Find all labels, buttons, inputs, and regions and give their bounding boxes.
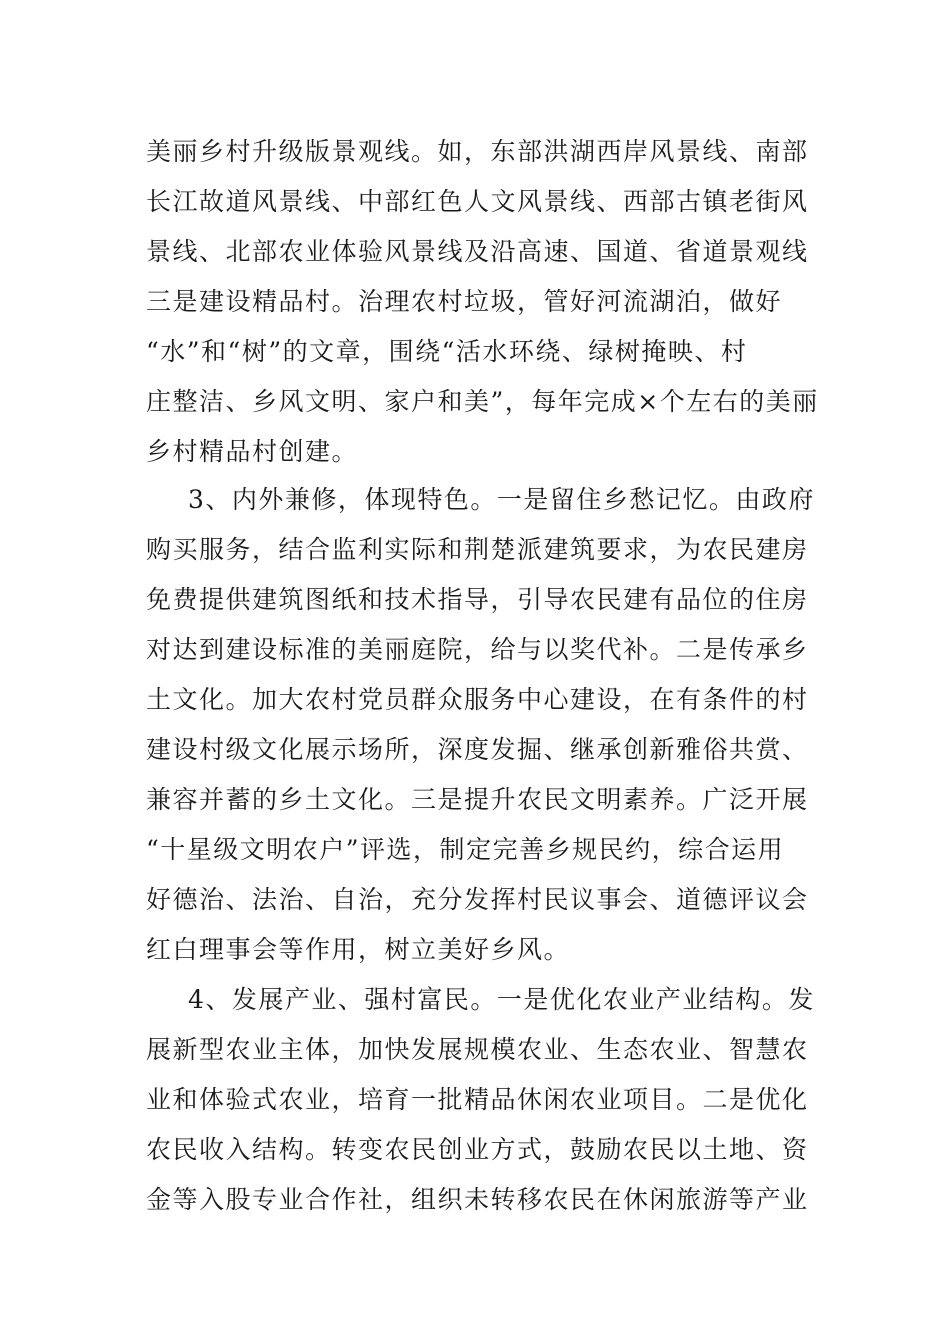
- text-line: 景线、北部农业体验风景线及沿高速、国道、省道景观线: [146, 237, 809, 266]
- text-line: 展新型农业主体，加快发展规模农业、生态农业、智慧农: [146, 1035, 809, 1064]
- text-line: 三是建设精品村。治理农村垃圾，管好河流湖泊，做好: [146, 287, 783, 316]
- text-line: 金等入股专业合作社，组织未转移农民在休闲旅游等产业: [146, 1185, 809, 1214]
- text-line: 庄整洁、乡风文明、家户和美”，每年完成×个左右的美丽: [146, 387, 819, 416]
- text-line: 兼容并蓄的乡土文化。三是提升农民文明素养。广泛开展: [146, 785, 809, 814]
- text-line: 土文化。加大农村党员群众服务中心建设，在有条件的村: [146, 685, 809, 714]
- text-line: 免费提供建筑图纸和技术指导，引导农民建有品位的住房: [146, 585, 809, 614]
- text-line: 业和体验式农业，培育一批精品休闲农业项目。二是优化: [146, 1085, 809, 1114]
- text-line: 对达到建设标准的美丽庭院，给与以奖代补。二是传承乡: [146, 635, 809, 664]
- text-line: 建设村级文化展示场所，深度发掘、继承创新雅俗共赏、: [146, 735, 809, 764]
- text-line: “十星级文明农户”评选，制定完善乡规民约，综合运用: [146, 835, 785, 864]
- text-line: 农民收入结构。转变农民创业方式，鼓励农民以土地、资: [146, 1135, 809, 1164]
- text-line: 乡村精品村创建。: [146, 437, 359, 466]
- paragraph-4-first-line: 4、发展产业、强村富民。一是优化农业产业结构。发: [188, 985, 815, 1014]
- text-line: 购买服务，结合监利实际和荆楚派建筑要求，为农民建房: [146, 535, 809, 564]
- text-line: 长江故道风景线、中部红色人文风景线、西部古镇老街风: [146, 187, 809, 216]
- paragraph-3-first-line: 3、内外兼修，体现特色。一是留住乡愁记忆。由政府: [188, 485, 815, 514]
- text-line: “水”和“树”的文章，围绕“活水环绕、绿树掩映、村: [146, 337, 748, 366]
- text-line: 美丽乡村升级版景观线。如，东部洪湖西岸风景线、南部: [146, 137, 809, 166]
- text-line: 红白理事会等作用，树立美好乡风。: [146, 935, 571, 964]
- text-line: 好德治、法治、自治，充分发挥村民议事会、道德评议会: [146, 885, 809, 914]
